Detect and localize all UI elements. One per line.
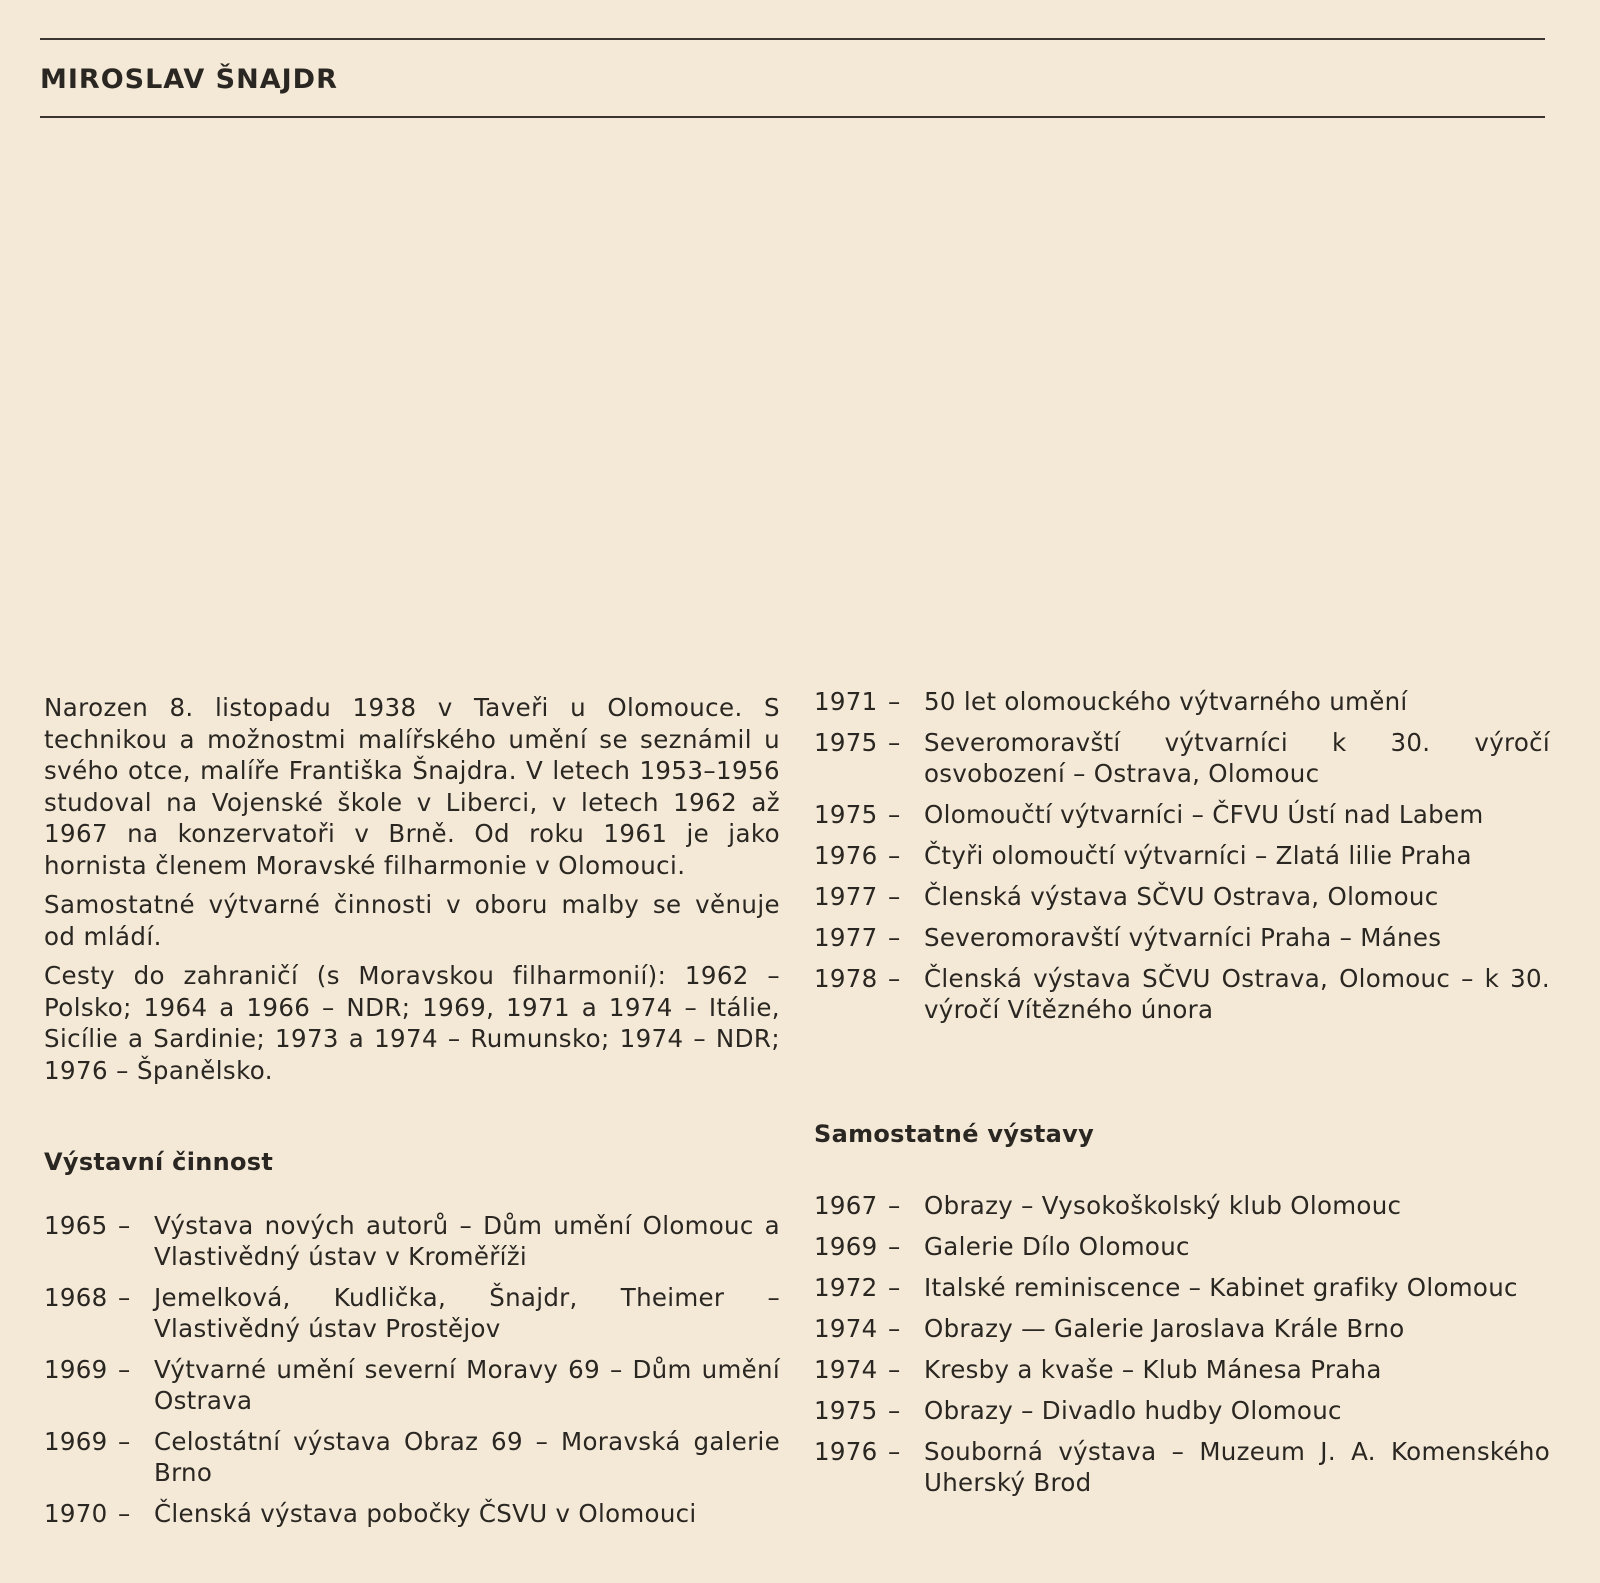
year: 1976	[814, 841, 878, 870]
year: 1969	[814, 1232, 878, 1261]
entry-text: Čtyři olomoučtí výtvarníci – Zlatá lilie Praha	[924, 841, 1472, 870]
list-item	[814, 1313, 1550, 1344]
solo-exhibitions-heading: Samostatné výstavy	[814, 1120, 1095, 1148]
entry-text: Obrazy – Vysokoškolský klub Olomouc	[924, 1191, 1402, 1220]
list-item	[814, 727, 1550, 789]
list-item	[814, 840, 1550, 871]
list-item	[44, 1498, 780, 1529]
year: 1974	[814, 1314, 878, 1343]
entry-text: Členská výstava SČVU Ostrava, Olomouc – k 30. výročí Vítězného února	[924, 964, 1550, 1024]
left-column	[44, 692, 780, 1539]
list-item	[814, 1436, 1550, 1498]
entry-text: Italské reminiscence – Kabinet grafiky Olomouc	[924, 1273, 1518, 1302]
list-item	[814, 1354, 1550, 1385]
list-item	[814, 1395, 1550, 1426]
right-column	[814, 686, 1550, 1035]
dash: –	[888, 964, 901, 993]
list-item	[814, 922, 1550, 953]
year: 1977	[814, 882, 878, 911]
entry-text: Jemelková, Kudlička, Šnajdr, Theimer – Vlastivědný ústav Prostějov	[154, 1283, 780, 1343]
year: 1975	[814, 800, 878, 829]
dash: –	[118, 1355, 131, 1384]
entry-text: Obrazy — Galerie Jaroslava Krále Brno	[924, 1314, 1405, 1343]
biography-paragraph: Cesty do zahraničí (s Moravskou filharmonií): 1962 – Polsko; 1964 a 1966 – NDR; 1969, 1971 a 1974 – Itálie, Sicílie a Sardinie; 1973 a 1974 – Rumunsko; 1974 – NDR; 1976 – Španělsko.	[44, 961, 780, 1085]
biography-paragraph: Narozen 8. listopadu 1938 v Taveři u Olomouce. S technikou a možnostmi malířského umění se seznámil u svého otce, malíře Františka Šnajdra. V letech 1953–1956 studoval na Vojenské škole v Liberci, v letech 1962 až 1967 na konzervatoři v Brně. Od roku 1961 je jako hornista členem Moravské filharmonie v Olomouci.	[44, 693, 780, 880]
dash: –	[888, 1396, 901, 1425]
year: 1971	[814, 687, 878, 716]
dash: –	[118, 1211, 131, 1240]
dash: –	[888, 841, 901, 870]
year: 1975	[814, 1396, 878, 1425]
entry-text: Kresby a kvaše – Klub Mánesa Praha	[924, 1355, 1382, 1384]
biography-paragraph: Samostatné výtvarné činnosti v oboru malby se věnuje od mládí.	[44, 890, 780, 951]
list-item	[44, 1426, 780, 1488]
dash: –	[118, 1427, 131, 1456]
dash: –	[888, 728, 901, 757]
year: 1968	[44, 1283, 108, 1312]
entry-text: Celostátní výstava Obraz 69 – Moravská galerie Brno	[154, 1427, 780, 1487]
list-item	[44, 1282, 780, 1344]
year: 1975	[814, 728, 878, 757]
list-item	[44, 1354, 780, 1416]
list-item	[814, 686, 1550, 717]
list-item	[814, 963, 1550, 1025]
list-item	[44, 1210, 780, 1272]
list-item	[814, 881, 1550, 912]
exhibitions-list-left	[44, 1210, 780, 1529]
year: 1974	[814, 1355, 878, 1384]
year: 1969	[44, 1427, 108, 1456]
entry-text: Obrazy – Divadlo hudby Olomouc	[924, 1396, 1342, 1425]
dash: –	[888, 1232, 901, 1261]
author-name: MIROSLAV ŠNAJDR	[40, 64, 338, 95]
dash: –	[888, 1355, 901, 1384]
entry-text: Výtvarné umění severní Moravy 69 – Dům umění Ostrava	[154, 1355, 780, 1415]
entry-text: Galerie Dílo Olomouc	[924, 1232, 1190, 1261]
dash: –	[888, 1191, 901, 1220]
year: 1970	[44, 1499, 108, 1528]
dash: –	[118, 1283, 131, 1312]
exhibitions-list-right	[814, 686, 1550, 1025]
year: 1967	[814, 1191, 878, 1220]
solo-exhibitions-list	[814, 1190, 1550, 1508]
entry-text: Členská výstava pobočky ČSVU v Olomouci	[154, 1499, 697, 1528]
header-rule	[40, 116, 1545, 118]
exhibitions-heading: Výstavní činnost	[44, 1148, 274, 1176]
year: 1976	[814, 1437, 878, 1466]
dash: –	[888, 800, 901, 829]
entry-text: Souborná výstava – Muzeum J. A. Komenského Uherský Brod	[924, 1437, 1550, 1497]
dash: –	[888, 882, 901, 911]
entry-text: Severomoravští výtvarníci Praha – Mánes	[924, 923, 1442, 952]
list-item	[814, 1231, 1550, 1262]
top-rule	[40, 38, 1545, 40]
year: 1969	[44, 1355, 108, 1384]
year: 1972	[814, 1273, 878, 1302]
dash: –	[888, 1314, 901, 1343]
year: 1965	[44, 1211, 108, 1240]
entry-text: Členská výstava SČVU Ostrava, Olomouc	[924, 882, 1439, 911]
dash: –	[888, 923, 901, 952]
dash: –	[118, 1499, 131, 1528]
dash: –	[888, 687, 901, 716]
dash: –	[888, 1437, 901, 1466]
entry-text: 50 let olomouckého výtvarného umění	[924, 687, 1408, 716]
entry-text: Výstava nových autorů – Dům umění Olomouc a Vlastivědný ústav v Kroměříži	[154, 1211, 780, 1271]
dash: –	[888, 1273, 901, 1302]
entry-text: Severomoravští výtvarníci k 30. výročí osvobození – Ostrava, Olomouc	[924, 728, 1550, 788]
year: 1978	[814, 964, 878, 993]
list-item	[814, 1190, 1550, 1221]
list-item	[814, 1272, 1550, 1303]
entry-text: Olomoučtí výtvarníci – ČFVU Ústí nad Labem	[924, 800, 1484, 829]
list-item	[814, 799, 1550, 830]
year: 1977	[814, 923, 878, 952]
